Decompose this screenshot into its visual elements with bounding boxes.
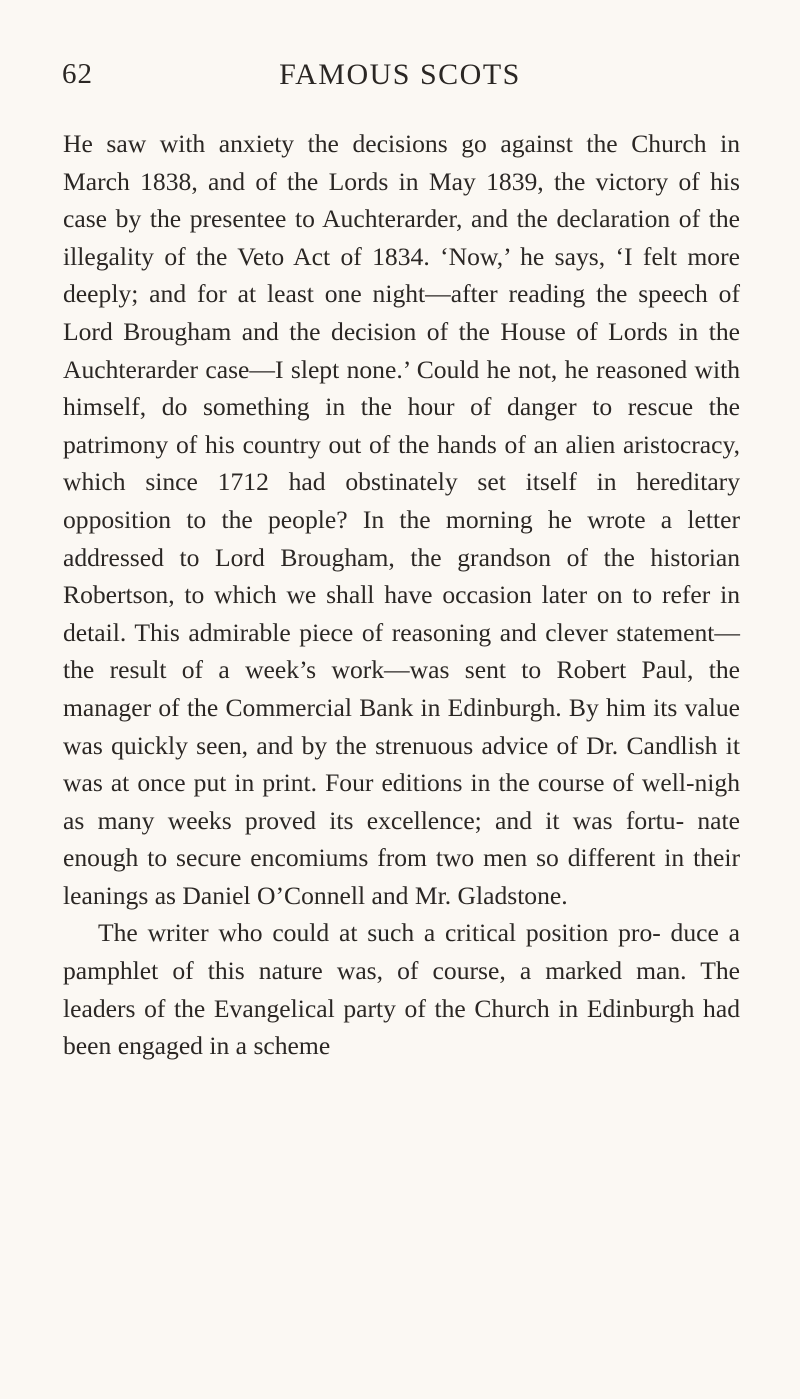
page-number: 62 [62,58,93,90]
body-text [63,125,740,1065]
page-header [58,58,742,98]
paragraph-1: He saw with anxiety the decisions go against the Church in March 1838, and of the Lords in May 1839, the victory of his case by the presentee to Auchterarder, and the declaration of the illegality of the Veto Act of 1834. ‘Now,’ he says, ‘I felt more deeply; and for at least one night—after reading the speech of Lord Brougham and the decision of the House of Lords in the Auchterarder case—I slept none.’ Could he not, he reasoned with himself, do something in the hour of danger to rescue the patrimony of his country out of the hands of an alien aristocracy, which since 1712 had obstinately set itself in hereditary opposition to the people? In the morning he wrote a letter addressed to Lord Brougham, the grandson of the historian Robertson, to which we shall have occasion later on to refer in detail. This admirable piece of reasoning and clever statement—the result of a week’s work—was sent to Robert Paul, the manager of the Commercial Bank in Edinburgh. By him its value was quickly seen, and by the strenuous advice of Dr. Candlish it was at once put in print. Four editions in the course of well-nigh as many weeks proved its excellence; and it was fortu- nate enough to secure encomiums from two men so different in their leanings as Daniel O’Connell and Mr. Gladstone. [63,129,740,910]
paragraph-2: The writer who could at such a critical position pro- duce a pamphlet of this nature was, of course, a marked man. The leaders of the Evangelical party of the Church in Edinburgh had been engaged in a scheme [63,918,740,1061]
running-title: FAMOUS SCOTS [279,58,521,91]
